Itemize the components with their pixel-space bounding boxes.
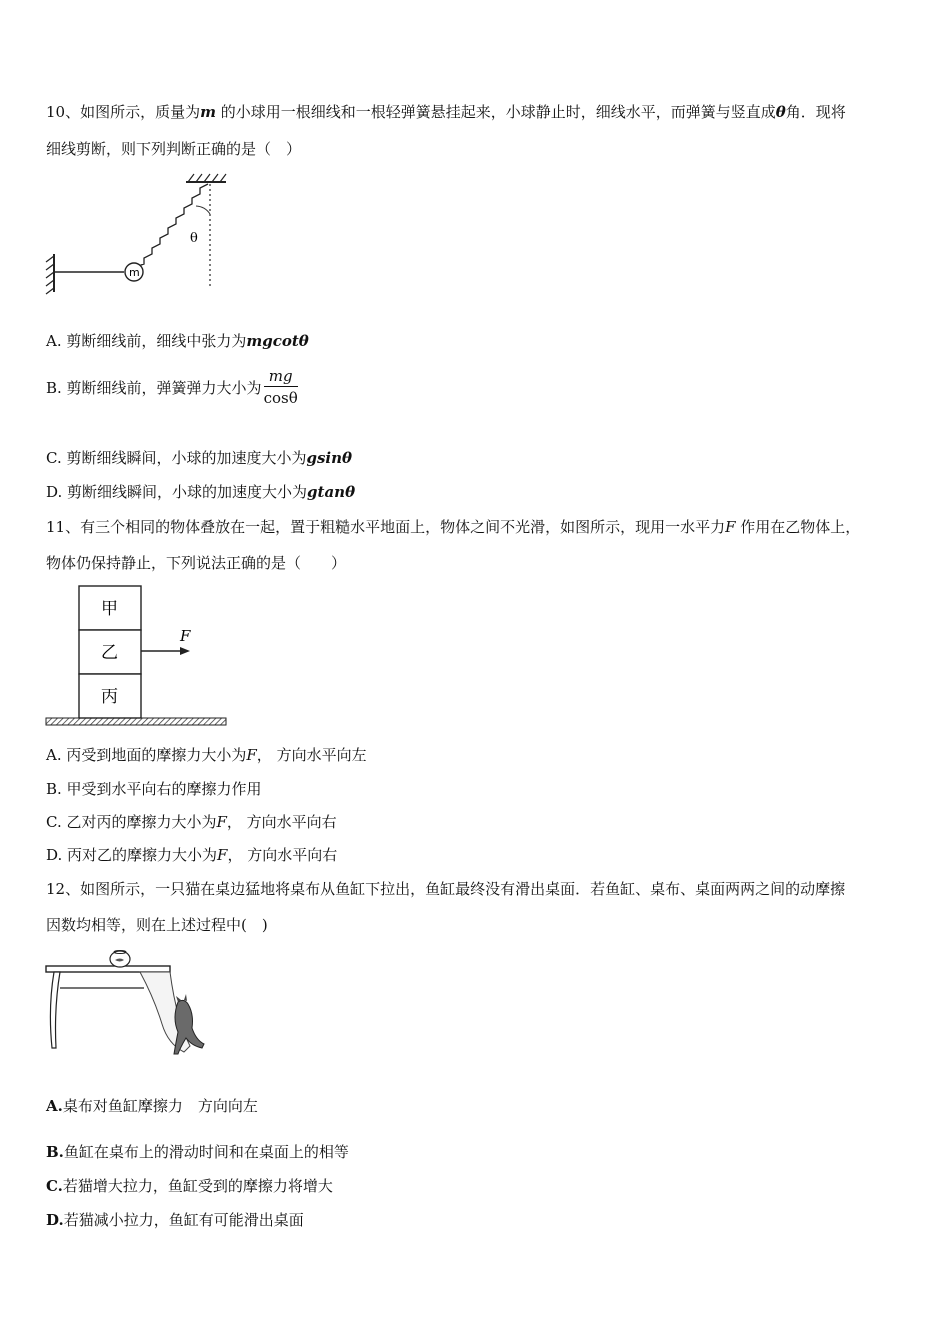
q10-option-b-text: B. 剪断细线前，弹簧弹力大小为 [46,379,262,397]
q11-option-a-text: A. 丙受到地面的摩擦力大小为 [46,746,247,764]
q10-option-c[interactable] [46,448,352,468]
q11-stem-line2: 物体仍保持静止，下列说法正确的是（ ） [46,554,347,572]
q11-option-a-text: ， 方向水平向左 [256,746,367,764]
q11-option-c-var: F [216,813,227,831]
block-bottom-label: 丙 [101,687,118,707]
wall-hatch [46,256,54,294]
q10-var-theta: θ [775,103,786,121]
q10-stem-text: 10、如图所示，质量为 [46,103,201,121]
q12-option-c-text: 若猫增大拉力，鱼缸受到的摩擦力将增大 [62,1177,333,1195]
q11-option-c[interactable] [46,812,337,832]
q11-var-f: F [725,518,736,536]
spring [138,184,208,266]
q10-stem-line1 [46,102,846,122]
q10-option-d-formula: gtanθ [307,483,356,501]
ball-label-m: m [129,266,140,279]
q11-stacked-blocks-figure [44,584,230,730]
q10-option-c-formula: gsinθ [306,449,353,467]
angle-theta-label: θ [190,231,198,246]
q11-option-a[interactable] [46,745,367,765]
block-top-label: 甲 [101,599,118,619]
q11-option-d[interactable] [46,845,337,865]
q11-option-d-text: D. 丙对乙的摩擦力大小为 [46,846,218,864]
q12-option-a-text: 桌布对鱼缸摩擦力 方向向左 [62,1097,258,1115]
force-label-f: F [180,627,191,645]
q11-stem-text: 作用在乙物体上， [735,518,861,536]
q11-option-d-var: F [217,846,228,864]
q10-option-a[interactable] [46,331,309,351]
q11-option-c-text: C. 乙对丙的摩擦力大小为 [46,813,217,831]
q10-spring-figure [40,168,240,296]
q10-option-c-text: C. 剪断细线瞬间，小球的加速度大小为 [46,449,307,467]
q11-stem-text: 11、有三个相同的物体叠放在一起，置于粗糙水平地面上，物体之间不光滑，如图所示，现用一水平力 [46,518,726,536]
q10-option-d-text: D. 剪断细线瞬间，小球的加速度大小为 [46,483,308,501]
q10-var-m: m [200,103,216,121]
q10-option-a-text: A. 剪断细线前，细线中张力为 [46,332,247,350]
q12-option-a-letter: A. [46,1097,63,1115]
q10-option-d[interactable] [46,482,355,502]
q10-stem-text: 角．现将 [785,103,846,121]
q12-option-c-letter: C. [46,1177,63,1195]
q11-option-d-text: ， 方向水平向右 [227,846,338,864]
block-middle-label: 乙 [101,643,118,663]
q12-stem-line2: 因数均相等，则在上述过程中( ) [46,916,268,934]
q10-stem-line2: 细线剪断，则下列判断正确的是（ ） [46,140,302,158]
q10-option-a-formula: mgcotθ [246,332,309,350]
table-leg-left [50,972,60,1048]
q11-option-c-text: ， 方向水平向右 [226,813,337,831]
ceiling-hatch [188,174,226,182]
q10-stem-text: 的小球用一根细线和一根轻弹簧悬挂起来，小球静止时，细线水平，而弹簧与竖直成 [215,103,776,121]
fraction-numerator: mg [264,366,298,387]
q11-option-b[interactable]: B. 甲受到水平向右的摩擦力作用 [46,780,262,798]
q11-stem-line1 [46,517,860,537]
q10-option-b-fraction [264,366,298,409]
q12-option-b[interactable] [46,1142,349,1162]
force-arrow-head [180,647,190,655]
q11-option-a-var: F [246,746,257,764]
ground [46,718,226,725]
fraction-denominator: cosθ [263,389,298,407]
q12-cat-table-figure [44,948,214,1058]
q12-option-d-letter: D. [46,1211,64,1229]
q12-option-a[interactable] [46,1096,258,1116]
q10-option-b[interactable] [46,366,298,409]
table-top [46,966,170,972]
q12-option-d-text: 若猫减小拉力，鱼缸有可能滑出桌面 [63,1211,304,1229]
q12-option-c[interactable] [46,1176,333,1196]
q12-option-b-text: 鱼缸在桌布上的滑动时间和在桌面上的相等 [63,1143,349,1161]
q12-stem-line1: 12、如图所示，一只猫在桌边猛地将桌布从鱼缸下拉出，鱼缸最终没有滑出桌面．若鱼缸、桌布、桌面两两之间的动摩擦 [46,880,846,898]
q12-option-d[interactable] [46,1210,304,1230]
angle-arc [196,206,210,214]
q12-option-b-letter: B. [46,1143,64,1161]
